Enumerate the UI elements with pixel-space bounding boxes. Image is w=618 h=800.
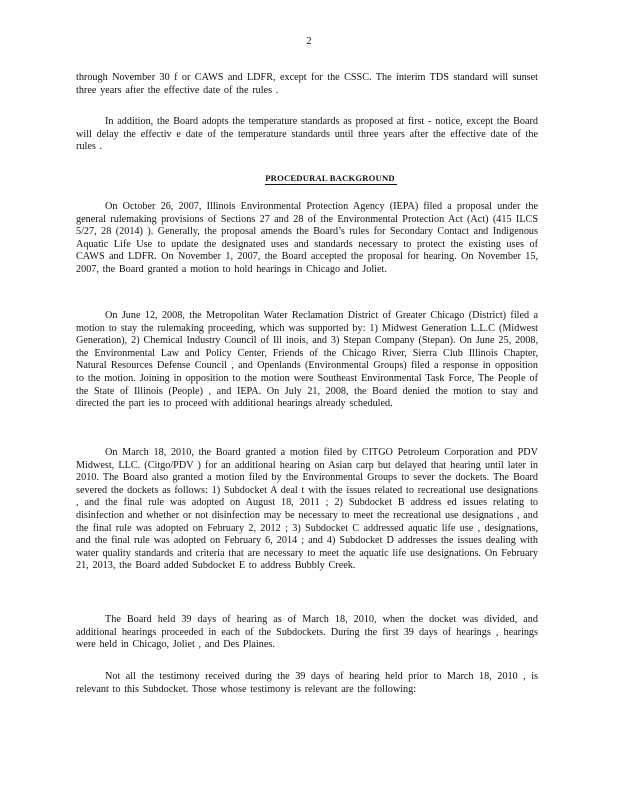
paragraph-iepa-proposal: On October 26, 2007, Illinois Environmental Protection Agency (IEPA) filed a proposal under the general rulemaking provisions of Sections 27 and 28 of the Environmental Protection Act (Act) (415 ILCS 5/27, 28 (2014) ). Generally, the proposal amends the Board’s rules for Secondary Contact and Indigenous Aquatic Life Use to update the designated uses and standards necessary to protect the existing uses of CAWS and LDFR. On November 1, 2007, the Board accepted the proposal for hearing. On November 15, 2007, the Board granted a motion to hold hearings in Chicago and Joliet. — [76, 201, 538, 275]
section-heading-text: PROCEDURAL BACKGROUND — [265, 173, 395, 183]
paragraph-motion-to-stay: On June 12, 2008, the Metropolitan Water Reclamation District of Greater Chicago (District) filed a motion to stay the rulemaking proceeding, which was supported by: 1) Midwest Generation L.L.C (Midwest Generation), 2) Chemical Industry Council of Ill inois, and 3) Stepan Company (Stepan). On June 25, 2008, the Environmental Law and Policy Center, Friends of the Chicago River, Sierra Club Illinois Chapter, Natural Resources Defense Council , and Openlands (Environmental Groups) filed a response in opposition to the motion. Joining in opposition to the motion were Southeast Environmental Task Force, The People of the State of Illinois (People) , and IEPA. On July 21, 2008, the Board denied the motion to stay and directed the part ies to proceed with additional hearings already scheduled. — [76, 310, 538, 410]
paragraph-subdockets: On March 18, 2010, the Board granted a motion filed by CITGO Petroleum Corporation and PDV Midwest, LLC. (Citgo/PDV ) for an additional hearing on Asian carp but delayed that hearing until later in 2010. The Board also granted a motion filed by the Environmental Groups to sever the dockets. The Board severed the dockets as follows: 1) Subdocket A deal t with the issues related to recreational use designations , and the final rule was adopted on August 18, 2011 ; 2) Subdocket B address ed issues relating to disinfection and whether or not disinfection may be necessary to meet the recreational use designations , and the final rule was adopted on February 2, 2012 ; 3) Subdocket C addressed aquatic life use , designations, and the final rule was adopted on February 6, 2014 ; and 4) Subdocket D addresses the issues dealing with water quality standards and criteria that are necessary to meet the aquatic life use designations. On February 21, 2013, the Board added Subdocket E to address Bubbly Creek. — [76, 447, 538, 572]
paragraph-temperature-standards: In addition, the Board adopts the temperature standards as proposed at first - notice, except the Board will delay the effectiv e date of the temperature standards until three years after the effective date of the rules . — [76, 116, 538, 153]
section-heading — [0, 173, 618, 185]
paragraph-continuation: through November 30 f or CAWS and LDFR, except for the CSSC. The interim TDS standard will sunset three years after the effective date of the rules . — [76, 72, 538, 96]
page-number: 2 — [306, 36, 312, 47]
paragraph-hearings: The Board held 39 days of hearing as of March 18, 2010, when the docket was divided, and additional hearings proceeded in each of the Subdockets. During the first 39 days of hearings , hearings were held in Chicago, Joliet , and Des Plaines. — [76, 614, 538, 651]
paragraph-testimony: Not all the testimony received during the 39 days of hearing held prior to March 18, 2010 , is relevant to this Subdocket. Those whose testimony is relevant are the following: — [76, 671, 538, 695]
